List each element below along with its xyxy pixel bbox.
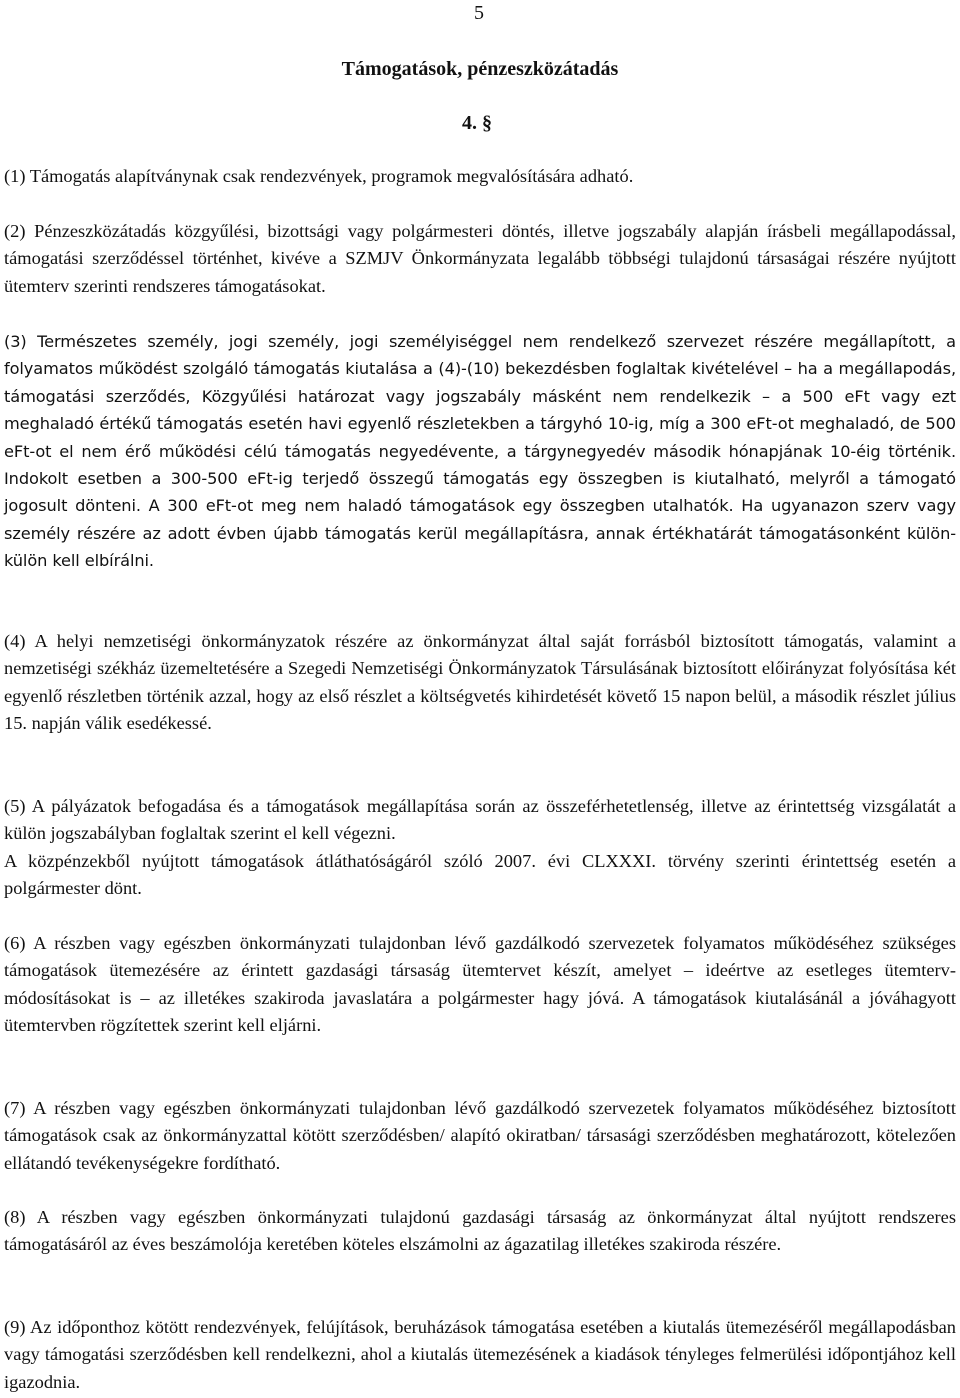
page-number: 5: [474, 2, 484, 24]
paragraph-5-continuation: A közpénzekből nyújtott támogatások átláthatóságáról szóló 2007. évi CLXXXI. törvény szerinti érintettség esetén a polgármester dönt.: [4, 851, 956, 899]
paragraph-1: (1) Támogatás alapítványnak csak rendezvények, programok megvalósítására adható.: [4, 166, 634, 186]
paragraph-7: (7) A részben vagy egészben önkormányzati tulajdonban lévő gazdálkodó szervezetek folyamatos működéséhez biztosított támogatások csak az önkormányzattal kötött szerződésben/ alapító okiratban/ társasági szerződésben meghatározott, kötelezően ellátandó tevékenységekre fordítható.: [4, 1098, 956, 1173]
paragraph-3: (3) Természetes személy, jogi személy, jogi személyiséggel nem rendelkező szervezet részére megállapított, a folyamatos működést szolgáló támogatás kiutalása a (4)-(10) bekezdésben foglaltak kivételével – ha a megállapodás, támogatási szerződés, Közgyűlési határozat vagy jogszabály másként nem rendelkezik – a 500 eFt vagy ezt meghaladó értékű támogatás esetén havi egyenlő részletekben a tárgyhó 10-ig, míg a 300 eFt-ot meghaladó, de 500 eFt-ot el nem érő működési célú támogatás negyedévente, a tárgynegyedév második hónapjának 10-éig történik. Indokolt esetben a 300-500 eFt-ig terjedő összegű támogatás egy összegben is kiutalható, melyről a támogató jogosult dönteni. A 300 eFt-ot meg nem haladó támogatások egy összegben utalhatók. Ha ugyanazon szerv vagy személy részére az adott évben újabb támogatás kerül megállapításra, annak értékhatárát támogatásonként külön-külön kell elbírálni.: [4, 332, 956, 571]
paragraph-9: (9) Az időponthoz kötött rendezvények, felújítások, beruházások támogatása esetében a kiutalás ütemezéséről megállapodásban vagy támogatási szerződésben kell rendelkezni, ahol a kiutalás ütemezésének a kiadások tényleges felmerülési időpontjához kell igazodnia.: [4, 1317, 956, 1392]
paragraph-4: (4) A helyi nemzetiségi önkormányzatok részére az önkormányzat által saját forrásból biztosított támogatás, valamint a nemzetiségi székház üzemeltetésére a Szegedi Nemzetiségi Önkormányzatok Társulásának biztosított előirányzat folyósítása két egyenlő részletben történik azzal, hogy az első részlet a költségvetés kihirdetését követő 15 napon belül, a második részlet július 15. napján válik esedékessé.: [4, 631, 956, 734]
page-title: Támogatások, pénzeszközátadás: [341, 58, 619, 80]
paragraph-6: (6) A részben vagy egészben önkormányzati tulajdonban lévő gazdálkodó szervezetek folyamatos működéséhez szükséges támogatások ütemezésére az érintett gazdasági társaság ütemtervet készít, amelyet – ideértve az esetleges ütemterv-módosításokat is – az illetékes szakiroda javaslatára a polgármester hagy jóvá. A támogatások kiutalásánál a jóváhagyott ütemtervben rögzítettek szerint kell eljárni.: [4, 933, 956, 1036]
section-heading: 4. §: [462, 112, 492, 134]
paragraph-5: (5) A pályázatok befogadása és a támogatások megállapítása során az összeférhetetlenség, illetve az érintettség vizsgálatát a külön jogszabályban foglaltak szerint el kell végezni.: [4, 796, 956, 844]
paragraph-2: (2) Pénzeszközátadás közgyűlési, bizottsági vagy polgármesteri döntés, illetve jogszabály alapján írásbeli megállapodással, támogatási szerződéssel történhet, kivéve a SZMJV Önkormányzata legalább többségi tulajdonú társaságai részére nyújtott ütemterv szerinti rendszeres támogatásokat.: [4, 221, 956, 296]
paragraph-8: (8) A részben vagy egészben önkormányzati tulajdonú gazdasági társaság az önkormányzat által nyújtott rendszeres támogatásáról az éves beszámolója keretében köteles elszámolni az ágazatilag illetékes szakiroda részére.: [4, 1207, 956, 1255]
